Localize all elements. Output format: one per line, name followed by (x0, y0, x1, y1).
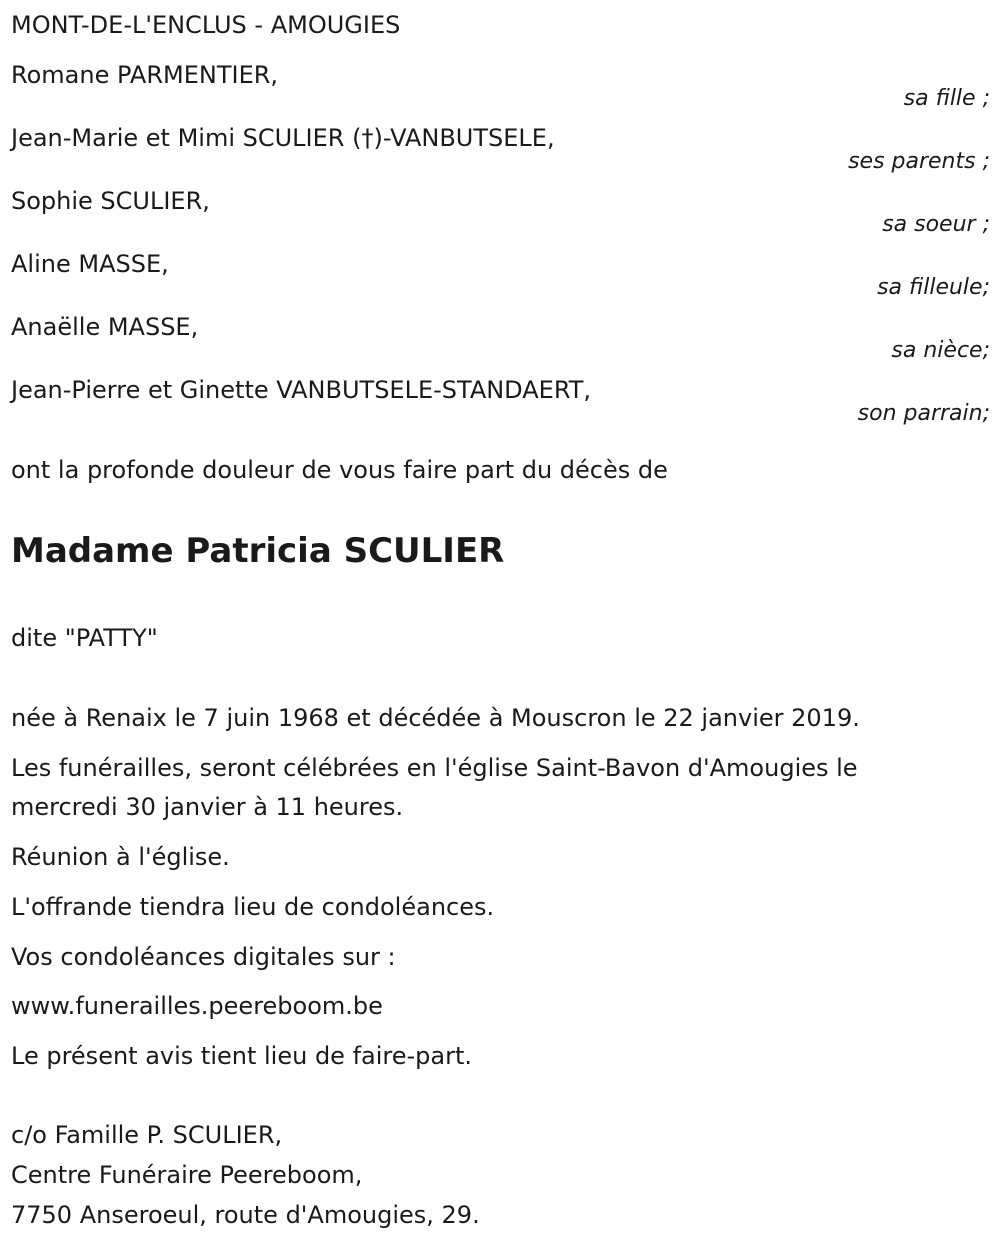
contact-line2: Centre Funéraire Peereboom, (11, 1161, 363, 1189)
family-member-name: Romane PARMENTIER, (11, 61, 279, 89)
location-heading: MONT-DE-L'ENCLUS - AMOUGIES (11, 11, 401, 39)
digital-condolences-text: Vos condoléances digitales sur : (11, 943, 396, 971)
deceased-name: Madame Patricia SCULIER (11, 531, 505, 571)
funeral-text-line2: mercredi 30 janvier à 11 heures. (11, 793, 404, 821)
notice-text: Le présent avis tient lieu de faire-part. (11, 1042, 473, 1070)
family-member-name: Jean-Marie et Mimi SCULIER (†)-VANBUTSELE, (11, 124, 555, 152)
family-member-relation: son parrain; (857, 401, 990, 426)
family-member-name: Jean-Pierre et Ginette VANBUTSELE-STANDAERT, (11, 376, 592, 404)
family-member-relation: sa filleule; (877, 275, 990, 300)
family-member-relation: sa nièce; (891, 338, 990, 363)
offering-text: L'offrande tiendra lieu de condoléances. (11, 893, 495, 921)
family-member-relation: ses parents ; (848, 149, 990, 174)
deceased-nickname: dite "PATTY" (11, 624, 158, 652)
website-link[interactable]: www.funerailles.peereboom.be (11, 992, 383, 1020)
family-member-name: Anaëlle MASSE, (11, 313, 199, 341)
family-member-relation: sa soeur ; (882, 212, 990, 237)
contact-line3: 7750 Anseroeul, route d'Amougies, 29. (11, 1201, 480, 1229)
family-member-name: Sophie SCULIER, (11, 187, 210, 215)
family-member-relation: sa fille ; (903, 86, 990, 111)
funeral-text-line1: Les funérailles, seront célébrées en l'église Saint-Bavon d'Amougies le (11, 754, 858, 782)
contact-line1: c/o Famille P. SCULIER, (11, 1121, 283, 1149)
announcement-text: ont la profonde douleur de vous faire part du décès de (11, 456, 668, 484)
birth-death-text: née à Renaix le 7 juin 1968 et décédée à Mouscron le 22 janvier 2019. (11, 704, 860, 732)
meeting-text: Réunion à l'église. (11, 843, 230, 871)
family-member-name: Aline MASSE, (11, 250, 169, 278)
